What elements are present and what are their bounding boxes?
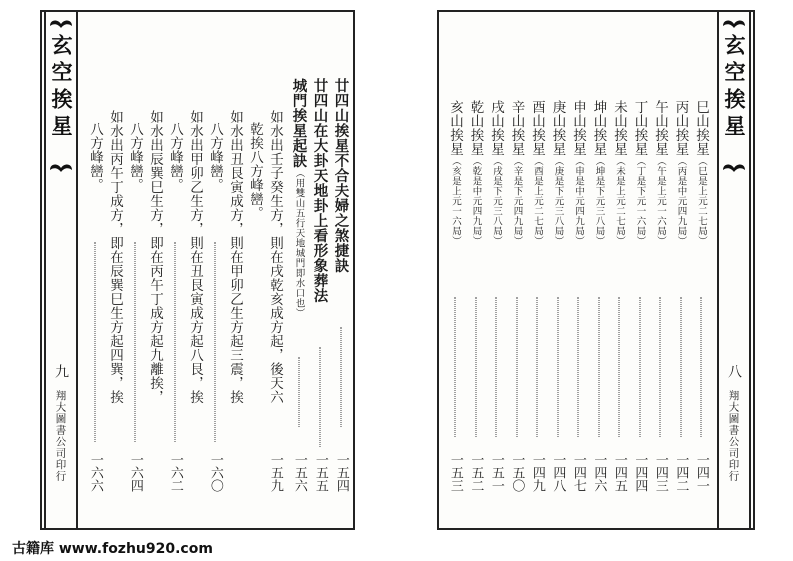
- toc-entry-note: （未是上元二七局）: [614, 156, 625, 246]
- toc-entry-note: （庚是下元三八局）: [552, 156, 564, 246]
- right-page: [437, 10, 755, 530]
- dot-leader: [660, 297, 661, 437]
- dot-leader: [619, 297, 620, 437]
- dot-leader: [475, 297, 476, 437]
- cloud-ornament-icon: [721, 160, 747, 174]
- dot-leader: [341, 327, 342, 427]
- page-number: 一四九: [529, 453, 545, 492]
- watermark-site-name: 古籍库: [12, 541, 54, 557]
- dot-leader: [680, 297, 681, 437]
- toc-item: [165, 72, 185, 512]
- toc-entry-title: 戌山挨星: [488, 100, 504, 156]
- toc-heading: [330, 72, 352, 512]
- page-number: 一五五: [312, 453, 328, 492]
- dot-leader: [455, 297, 456, 437]
- toc-item-text: 如水出辰巽巳生方，即在丙午丁成方起九離挨，: [147, 110, 163, 404]
- toc-entry-title: 巳山挨星: [693, 100, 709, 156]
- dot-leader: [215, 242, 216, 442]
- toc-heading-note: （用雙山五行天地城門即水口也）: [293, 168, 305, 318]
- toc-entry: [568, 72, 588, 512]
- toc-item: [265, 72, 285, 512]
- dot-leader: [496, 297, 497, 437]
- toc-heading-title: 城門挨星起訣: [290, 78, 307, 168]
- toc-item-text: 如水出甲卯乙生方，則在丑艮寅成方起八艮，挨: [187, 110, 203, 404]
- toc-entry-title: 未山挨星: [611, 100, 627, 156]
- page-number: 一六二: [167, 453, 183, 492]
- page-number: 一四八: [550, 453, 566, 492]
- toc-entry-title: 亥山挨星: [447, 100, 463, 156]
- toc-entry: [589, 72, 609, 512]
- page-number: 一四七: [570, 453, 586, 492]
- toc-entry-title: 丁山挨星: [631, 100, 648, 156]
- left-title-band: [44, 12, 78, 528]
- toc-item: [105, 72, 125, 512]
- toc-item: [225, 72, 245, 512]
- toc-entry-title: 丙山挨星: [672, 100, 689, 156]
- toc-entry-note: （午是上元一六局）: [655, 156, 666, 246]
- dot-leader: [135, 242, 136, 442]
- dot-leader: [639, 297, 640, 437]
- dot-leader: [299, 357, 300, 427]
- page-number: 一四三: [652, 453, 668, 492]
- toc-entry: [691, 72, 711, 512]
- toc-entry-note: （坤是下元三八局）: [593, 156, 605, 246]
- toc-entry-title: 庚山挨星: [549, 100, 566, 156]
- page-number: 一五四: [333, 453, 349, 492]
- toc-entry-title: 坤山挨星: [590, 100, 607, 156]
- toc-entry: [630, 72, 650, 512]
- page-number: 一四四: [632, 453, 648, 492]
- toc-entry-note: （戌是下元三八局）: [491, 156, 502, 246]
- page-number: 一五一: [488, 453, 504, 492]
- toc-entry-note: （丙是中元四九局）: [675, 156, 687, 246]
- toc-heading-title: 廿四山挨星不合夫婦之煞捷訣: [332, 78, 349, 273]
- dot-leader: [557, 297, 558, 437]
- book-title: 玄空挨星: [49, 34, 73, 142]
- toc-item-text: 如水出壬子癸生方，則在戌乾亥成方起，後天六: [267, 110, 283, 404]
- toc-item-text: 八方峰巒。: [207, 122, 223, 192]
- toc-entry: [445, 72, 465, 512]
- toc-item-text: 如水出丑艮寅成方，則在甲卯乙生方起三震，挨: [227, 110, 243, 404]
- toc-entry-note: （丁是下元一六局）: [634, 156, 646, 246]
- toc-item-text: 八方峰巒。: [167, 122, 183, 192]
- toc-entry: [548, 72, 568, 512]
- toc-entry-note: （巳是上元二七局）: [696, 156, 707, 246]
- dot-leader: [175, 242, 176, 442]
- toc-item-text: 如水出丙午丁成方，即在辰巽巳生方起四巽，挨: [107, 110, 123, 404]
- book-title: 玄空挨星: [722, 34, 746, 142]
- toc-entry-note: （申是中元四九局）: [573, 156, 584, 246]
- toc-entry-note: （亥是上元一六局）: [450, 156, 461, 246]
- page-number: 一四二: [673, 453, 689, 492]
- toc-item: [245, 72, 265, 512]
- right-title-band: [717, 12, 751, 528]
- page-folio: 八: [726, 364, 742, 378]
- toc-entry-title: 申山挨星: [570, 100, 586, 156]
- page-number: 一四六: [591, 453, 607, 492]
- page-number: 一五二: [468, 453, 484, 492]
- page-number: 一六〇: [207, 453, 223, 492]
- cloud-ornament-icon: [721, 16, 747, 30]
- page-number: 一五〇: [509, 453, 525, 492]
- page-number: 一四一: [693, 453, 709, 492]
- cloud-ornament-icon: [48, 160, 74, 174]
- dot-leader: [537, 297, 538, 437]
- page-number: 一五九: [267, 453, 283, 492]
- dot-leader: [516, 297, 517, 437]
- dot-leader: [95, 242, 96, 442]
- cloud-ornament-icon: [48, 16, 74, 30]
- toc-heading-title: 廿四山在大卦天地卦上看形象葬法: [311, 78, 328, 303]
- page-number: 一五六: [291, 453, 307, 492]
- toc-entry: [671, 72, 691, 512]
- publisher: 翔大圖書公司印行: [54, 390, 67, 482]
- watermark: [12, 538, 213, 558]
- toc-item: [125, 72, 145, 512]
- toc-entry: [650, 72, 670, 512]
- toc-entry-title: 午山挨星: [652, 100, 668, 156]
- toc-entry-title: 酉山挨星: [529, 100, 545, 156]
- toc-entry-note: （酉是上元二七局）: [532, 156, 543, 246]
- toc-entry: [507, 72, 527, 512]
- toc-entry: [527, 72, 547, 512]
- toc-heading: [309, 72, 331, 512]
- toc-entry-title: 乾山挨星: [467, 100, 484, 156]
- dot-leader: [598, 297, 599, 437]
- toc-entry: [609, 72, 629, 512]
- toc-item: [85, 72, 105, 512]
- toc-item: [145, 72, 165, 512]
- toc-entry-note: （乾是中元四九局）: [470, 156, 482, 246]
- left-page: [40, 10, 355, 530]
- page-number: 一六六: [87, 453, 103, 492]
- toc-entry-title: 辛山挨星: [508, 100, 525, 156]
- toc-entry-note: （辛是下元四九局）: [511, 156, 523, 246]
- dot-leader: [701, 297, 702, 437]
- toc-entry: [466, 72, 486, 512]
- toc-heading: [288, 72, 310, 512]
- dot-leader: [320, 347, 321, 447]
- publisher: 翔大圖書公司印行: [727, 390, 740, 482]
- toc-item-text: 八方峰巒。: [87, 122, 103, 192]
- toc-item: [185, 72, 205, 512]
- watermark-url: www.fozhu920.com: [58, 541, 213, 557]
- page-number: 一六四: [127, 453, 143, 492]
- toc-entry: [486, 72, 506, 512]
- toc-item: [205, 72, 225, 512]
- page-folio: 九: [53, 364, 69, 378]
- page-number: 一四五: [611, 453, 627, 492]
- toc-item-text: 八方峰巒。: [127, 122, 143, 192]
- dot-leader: [578, 297, 579, 437]
- toc-item-text: 乾挨八方峰巒。: [247, 122, 263, 220]
- page-number: 一五三: [447, 453, 463, 492]
